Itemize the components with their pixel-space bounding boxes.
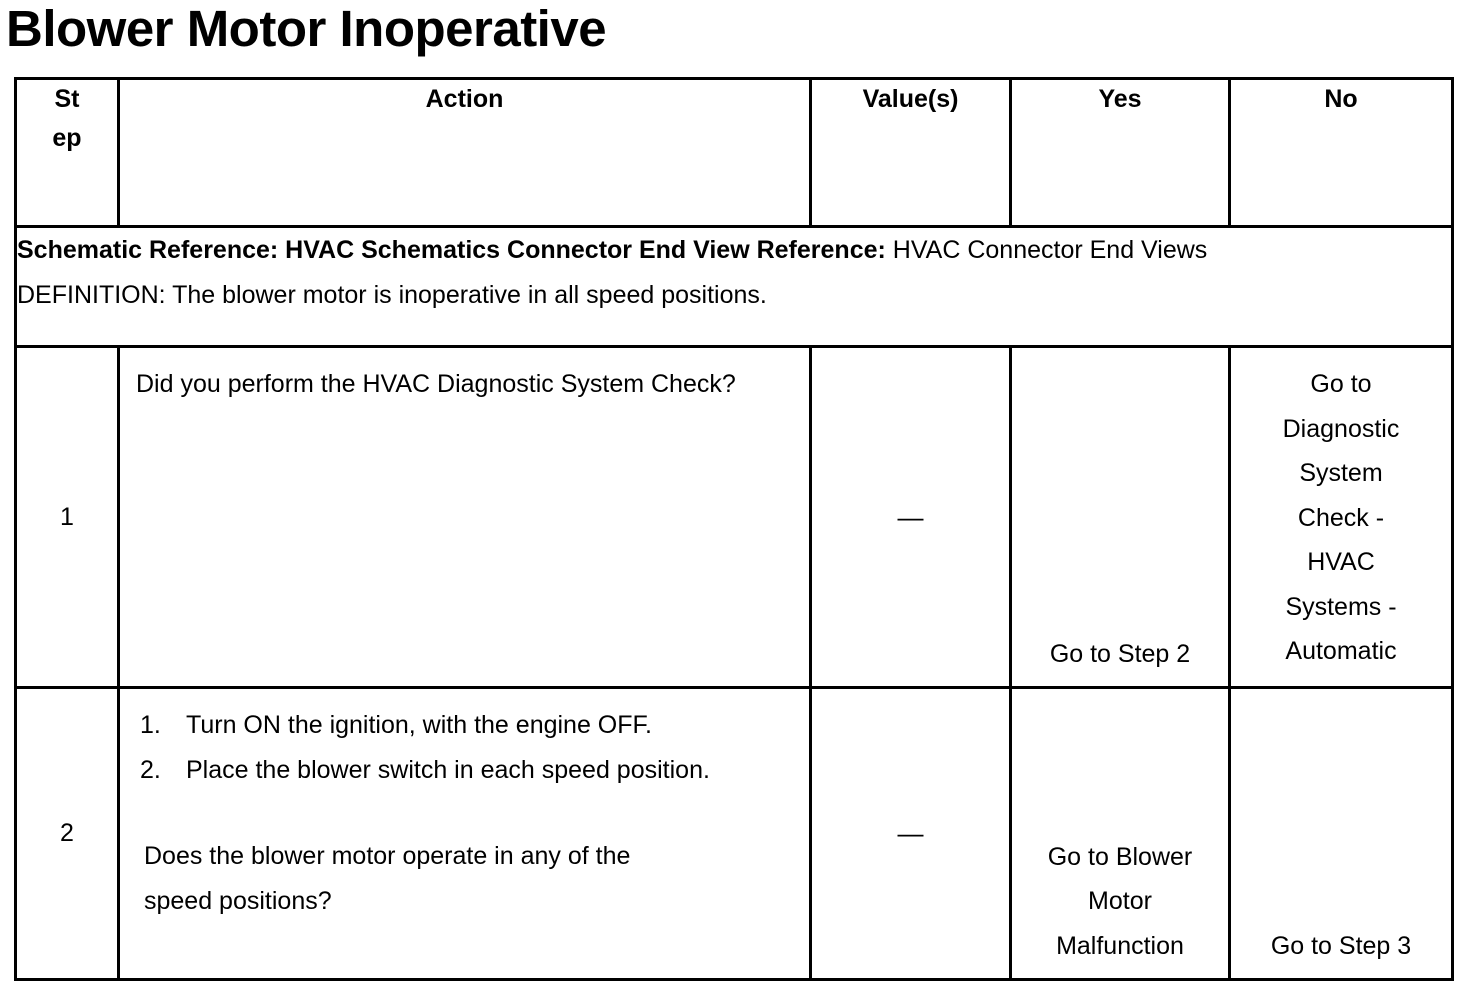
action-question: Does the blower motor operate in any of the speed positions? xyxy=(144,842,631,915)
header-no: No xyxy=(1230,79,1453,227)
schematic-reference: Schematic Reference: HVAC Schematics xyxy=(17,236,501,264)
header-yes: Yes xyxy=(1011,79,1230,227)
table-row xyxy=(16,688,1453,980)
action-text: Did you perform the HVAC Diagnostic System Check? xyxy=(136,370,736,398)
action-cell xyxy=(119,688,811,980)
diagnostic-table xyxy=(14,77,1454,981)
table-row xyxy=(16,347,1453,688)
value-cell: — xyxy=(811,688,1011,980)
value-cell: — xyxy=(811,347,1011,688)
no-cell: Go to Step 3 xyxy=(1230,688,1453,980)
yes-cell: Go to Step 2 xyxy=(1011,347,1230,688)
list-item: 2. Place the blower switch in each speed position. xyxy=(140,755,710,784)
header-row xyxy=(16,79,1453,227)
reference-row xyxy=(16,227,1453,347)
reference-cell xyxy=(16,227,1453,347)
definition-text: DEFINITION: The blower motor is inoperative in all speed positions. xyxy=(17,280,767,309)
yes-text: Go to Blower Motor Malfunction xyxy=(1047,842,1193,960)
step-number: 1 xyxy=(16,347,119,688)
header-values: Value(s) xyxy=(811,79,1011,227)
no-cell xyxy=(1230,347,1453,688)
reference-line xyxy=(17,228,1451,273)
yes-cell xyxy=(1011,688,1230,980)
connector-reference-value: HVAC Connector End Views xyxy=(892,236,1208,264)
list-item: 1. Turn ON the ignition, with the engine OFF. xyxy=(140,711,652,739)
action-step-list xyxy=(136,703,793,792)
action-cell xyxy=(119,347,811,688)
header-action: Action xyxy=(119,79,811,227)
header-step: St ep xyxy=(16,79,119,227)
page-title: Blower Motor Inoperative xyxy=(6,0,607,57)
no-text: Go to Diagnostic System Check - HVAC Systems - Automatic xyxy=(1282,370,1400,665)
step-number: 2 xyxy=(16,688,119,980)
connector-reference-label: Connector End View Reference: xyxy=(507,236,886,264)
